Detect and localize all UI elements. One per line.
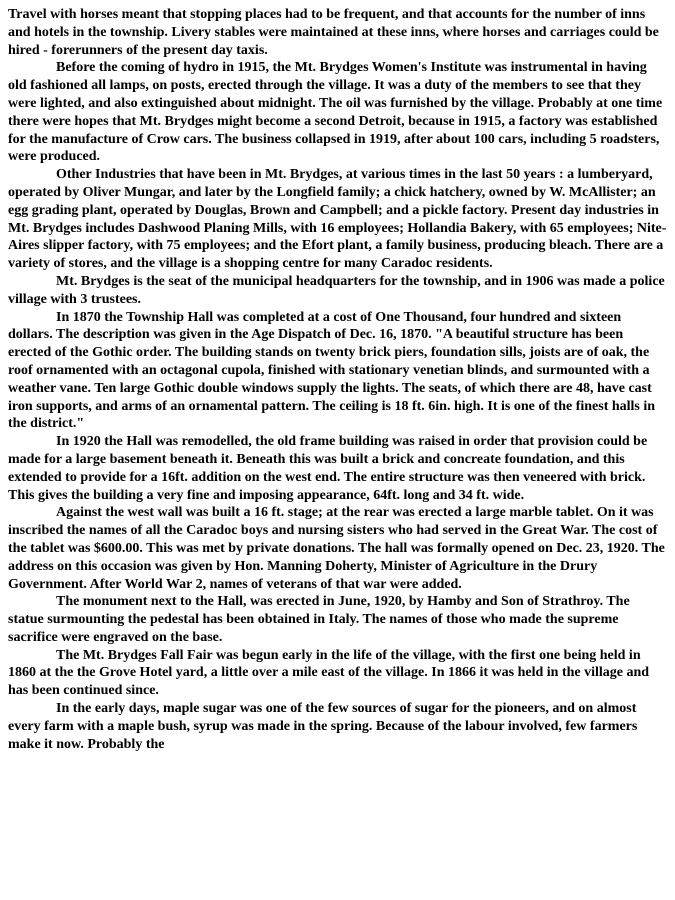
paragraph: Against the west wall was built a 16 ft. stage; at the rear was erected a large marble tablet. On it was inscribed the names of all the Caradoc boys and nursing sisters who had served in the Great War. The cost of the tablet was $600.00. This was met by private donations. The hall was formally opened on Dec. 23, 1920. The address on this occasion was given by Hon. Manning Doherty, Minister of Agriculture in the Drury Government. After World War 2, names of veterans of that war were added. bbox=[8, 505, 665, 592]
paragraph: In the early days, maple sugar was one of the few sources of sugar for the pioneers, and on almost every farm with a maple bush, syrup was made in the spring. Because of the labour involved, few farmers make it now. Probably the bbox=[8, 701, 638, 752]
paragraph: Travel with horses meant that stopping places had to be frequent, and that accounts for the number of inns and hotels in the township. Livery stables were maintained at these inns, where horses and carriages could be hired - forerunners of the present day taxis. bbox=[8, 7, 659, 58]
paragraph: Other Industries that have been in Mt. Brydges, at various times in the last 50 years : a lumberyard, operated by Oliver Mungar, and later by the Longfield family; a chick hatchery, owned by W. McAllister; an egg grading plant, operated by Douglas, Brown and Campbell; and a pickle factory. Present day industries in Mt. Brydges includes Dashwood Planing Mills, with 16 employees; Hollandia Bakery, with 65 employees; Nite-Aires slipper factory, with 75 employees; and the Efort plant, a family business, producing bleach. There are a variety of stores, and the village is a shopping centre for many Caradoc residents. bbox=[8, 167, 667, 272]
paragraph: In 1870 the Township Hall was completed at a cost of One Thousand, four hundred and sixteen dollars. The description was given in the Age Dispatch of Dec. 16, 1870. "A beautiful structure has been erected of the Gothic order. The building stands on twenty brick piers, foundation sills, joists are of oak, the roof ornamented with an octagonal cupola, finished with stationary venetian blinds, and surmounted with a weather vane. Ten large Gothic double windows supply the lights. The seats, of which there are 48, have cast iron supports, and arms of an ornamental pattern. The ceiling is 18 ft. 6in. high. It is one of the finest halls in the district." bbox=[8, 309, 656, 432]
paragraph: Mt. Brydges is the seat of the municipal headquarters for the township, and in 1906 was made a police village with 3 trustees. bbox=[8, 273, 665, 307]
paragraph: In 1920 the Hall was remodelled, the old frame building was raised in order that provision could be made for a large basement beneath it. Beneath this was built a brick and concreate foundation, and this extended to provide for a 16ft. addition on the west end. The entire structure was then veneered with brick. This gives the building a very fine and imposing appearance, 64ft. long and 34 ft. wide. bbox=[8, 434, 648, 503]
paragraph: The monument next to the Hall, was erected in June, 1920, by Hamby and Son of Strathroy. The statue surmounting the pedestal has been obtained in Italy. The names of those who made the supreme sacrifice were engraved on the base. bbox=[8, 594, 630, 645]
paragraph: The Mt. Brydges Fall Fair was begun early in the life of the village, with the first one being held in 1860 at the the Grove Hotel yard, a little over a mile east of the village. In 1866 it was held in the village and has been continued since. bbox=[8, 647, 650, 699]
paragraph: Before the coming of hydro in 1915, the Mt. Brydges Women's Institute was instrumental in having old fashioned all lamps, on posts, erected through the village. It was a duty of the members to see that they were lighted, and also extinguished about midnight. The oil was furnished by the village. Probably at one time there were hopes that Mt. Brydges might become a second Detroit, because in 1915, a factory was established for the manufacture of Crow cars. The business collapsed in 1919, after about 100 cars, including 5 roadsters, were produced. bbox=[8, 60, 663, 165]
